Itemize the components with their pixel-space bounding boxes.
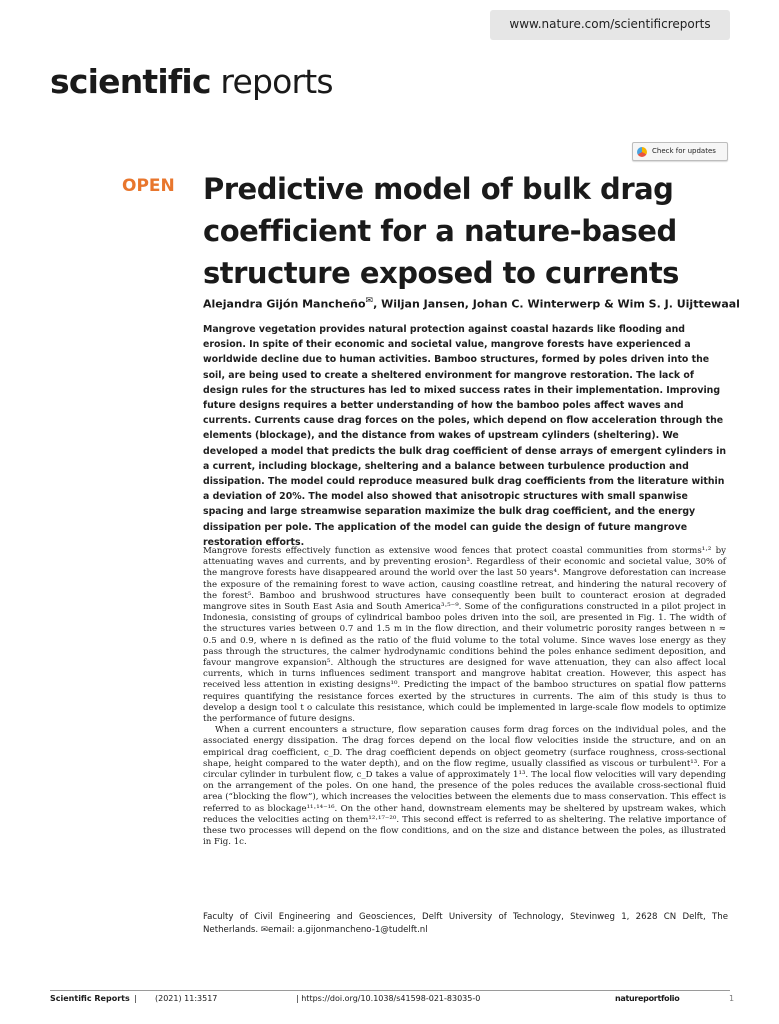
- footer-page-number: 1: [729, 994, 735, 1003]
- footer-divider: [50, 990, 730, 991]
- author-list: [203, 296, 743, 311]
- check-updates-label: Check for updates: [652, 147, 716, 155]
- article-title: Predictive model of bulk drag coefficient for a nature-based structure exposed to currents: [203, 172, 679, 290]
- brand-bold: scientific: [50, 62, 211, 101]
- author-affiliation: Faculty of Civil Engineering and Geosciences, Delft University of Technology, Stevinweg 1, 2628 CN Delft, The Netherlands. ✉email: a.gijonmancheno-1@tudelft.nl: [203, 912, 728, 935]
- footer-journal: Scientific Reports: [50, 994, 130, 1003]
- body-paragraph-1: Mangrove forests effectively function as extensive wood fences that protect coastal communities from storms¹·² by attenuating waves and currents, and by preventing erosion³. Regardless of their economic and societal value, 30% of the mangrove forests have disappeared around the world over the last 50 years⁴. Mangrove deforestation can increase the exposure of the remaining forest to wave action, causing coastline retreat, and hindering the natural recovery of the forest⁵. Bamboo and brushwood structures have consequently been built to counteract erosion at degraded mangrove sites in South East Asia and South America³·⁵⁻⁹. Some of the configurations constructed in a pilot project in Indonesia, consisting of groups of cylindrical bamboo poles driven into the soil, are presented in Fig. 1. The width of the structures varies between 0.7 and 1.5 m in the flow direction, and their volumetric porosity ranges between n ≈ 0.5 and 0.9, where n is defined as the ratio of the fluid volume to the total volume. Since waves lose energy as they pass through the structures, the calmer hydrodynamic conditions behind the poles enhance sediment deposition, and favour mangrove expansion⁵. Although the structures are designed for wave attenuation, they can also affect local currents, which in turns influences sediment transport and mangrove habitat creation. However, this aspect has received less attention in existing designs¹⁰. Predicting the impact of the bamboo structures on spatial flow patterns requires quantifying the resistance forces exerted by the structures in currents. The aim of this study is thus to develop a design tool t o calculate this resistance, which could be implemented in large-scale flow models to optimize the performance of future designs.: [203, 546, 726, 725]
- open-access-label: OPEN: [122, 176, 175, 196]
- journal-url[interactable]: www.nature.com/scientificreports: [509, 17, 711, 31]
- brand-regular: reports: [210, 62, 333, 101]
- check-for-updates-button[interactable]: [632, 142, 728, 161]
- footer-doi-link[interactable]: | https://doi.org/10.1038/s41598-021-83035-0: [296, 994, 481, 1003]
- envelope-icon[interactable]: ✉: [365, 296, 374, 306]
- journal-url-bar: [490, 10, 730, 40]
- body-paragraph-2: When a current encounters a structure, flow separation causes form drag forces on the individual poles, and the associated energy dissipation. The drag forces depend on the local flow velocities inside the structure, and on an empirical drag coefficient, c_D. The drag coefficient depends on object geometry (surface roughness, cross-sectional shape, height compared to the water depth), and on the flow regime, usually classified as viscous or turbulent¹³. For a circular cylinder in turbulent flow, c_D takes a value of approximately 1¹³. The local flow velocities will vary depending on the arrangement of the poles. On one hand, the presence of the poles reduces the available cross-sectional fluid area (“blocking the flow”), which increases the velocities between the elements due to mass conservation. This effect is referred to as blockage¹¹·¹⁴⁻¹⁶. On the other hand, downstream elements may be sheltered by upstream wakes, which reduces the velocities acting on them¹²·¹⁷⁻²⁰. This second effect is referred to as sheltering. The relative importance of these two processes will depend on the flow conditions, and on the size and distance between the poles, as illustrated in Fig. 1c.: [203, 725, 726, 848]
- footer-citation: (2021) 11:3517: [155, 994, 218, 1003]
- footer-publisher-logo: natureportfolio: [615, 994, 680, 1003]
- crossmark-icon: [637, 147, 647, 157]
- abstract: Mangrove vegetation provides natural protection against coastal hazards like flooding and erosion. In spite of their economic and societal value, mangrove forests have experienced a worldwide decline due to human activities. Bamboo structures, formed by poles driven into the soil, are being used to create a sheltered environment for mangrove restoration. The lack of design rules for the structures has led to mixed success rates in their implementation. Improving future designs requires a better understanding of how the bamboo poles affect waves and currents. Currents cause drag forces on the poles, which depend on flow acceleration through the elements (blockage), and the distance from wakes of upstream cylinders (sheltering). We developed a model that predicts the bulk drag coefficient of dense arrays of emergent cylinders in a current, including blockage, sheltering and a balance between turbulence production and dissipation. The model could reproduce measured bulk drag coefficients from the literature within a deviation of 20%. The model also showed that anisotropic structures with small spanwise spacing and large streamwise separation maximize the bulk drag coefficient, and the energy dissipation per pole. The application of the model can guide the design of future mangrove restoration efforts.: [203, 324, 727, 548]
- corresponding-author[interactable]: Alejandra Gijón Mancheño: [203, 297, 366, 311]
- footer-separator: |: [134, 994, 137, 1003]
- article-body: [203, 546, 726, 848]
- journal-brand: [50, 62, 333, 101]
- co-authors: , Wiljan Jansen, Johan C. Winterwerp & Wim S. J. Uijttewaal: [373, 297, 740, 311]
